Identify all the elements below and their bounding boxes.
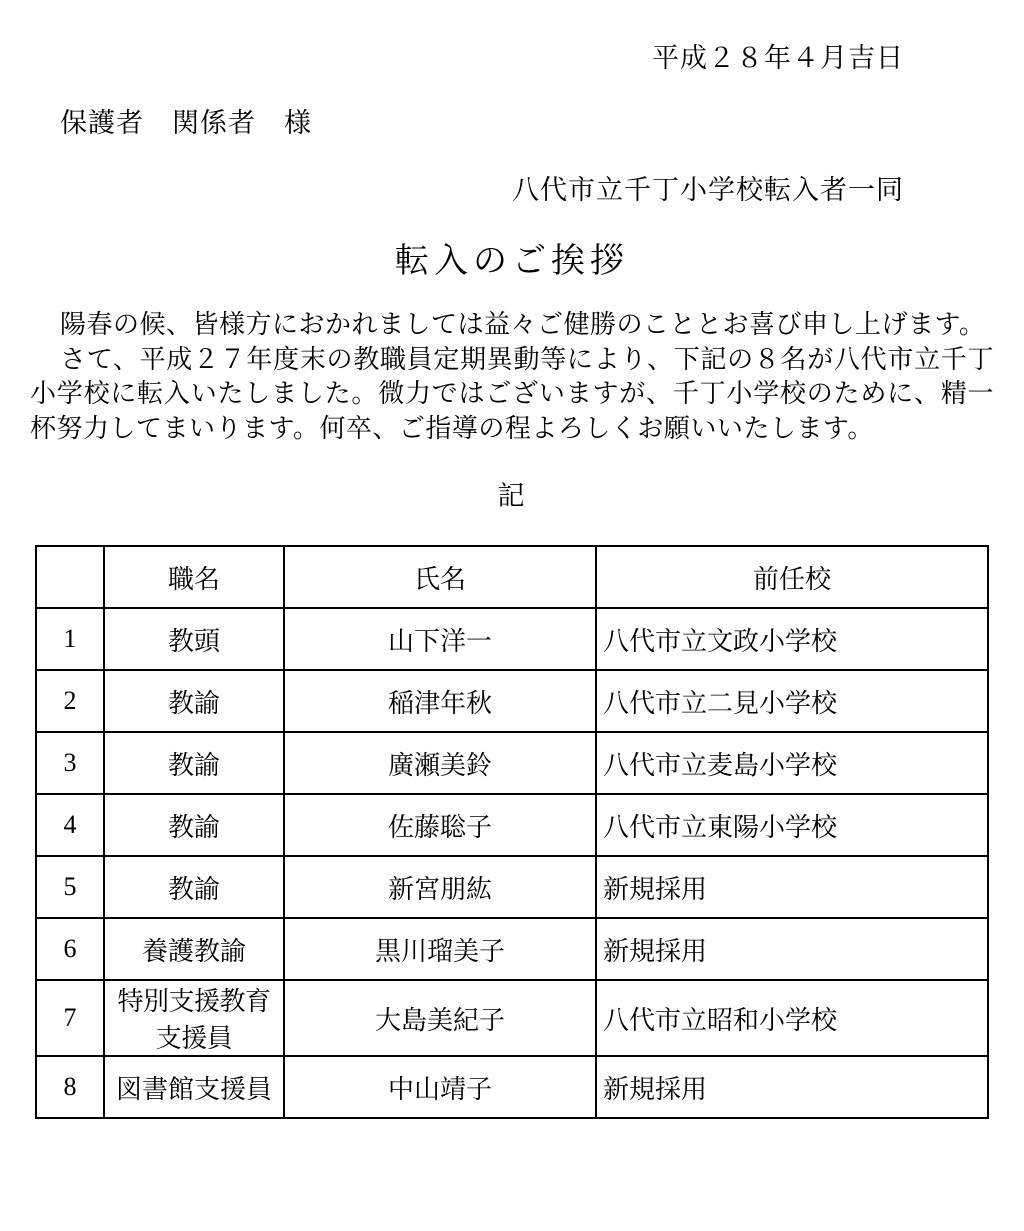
ki-marker: 記 xyxy=(497,481,527,512)
cell-previous-school: 八代市立東陽小学校 xyxy=(596,794,988,856)
table-row xyxy=(36,856,988,918)
body-paragraph-2: さて、平成２７年度末の教職員定期異動等により、下記の８名が八代市立千丁小学校に転入いたしました。微力ではございますが、千丁小学校のために、精一杯努力してまいります。何卒、ご指導の程よろしくお願いいたします。 xyxy=(30,344,994,443)
document-date: 平成２８年４月吉日 xyxy=(652,43,904,73)
cell-post: 養護教諭 xyxy=(104,918,284,980)
cell-post: 教諭 xyxy=(104,856,284,918)
table-row xyxy=(36,794,988,856)
cell-name: 廣瀬美鈴 xyxy=(284,732,596,794)
sender-line: 八代市立千丁小学校転入者一同 xyxy=(512,175,904,205)
cell-name: 佐藤聡子 xyxy=(284,794,596,856)
cell-post: 特別支援教育支援員 xyxy=(104,980,284,1056)
cell-post: 教諭 xyxy=(104,794,284,856)
cell-post: 教諭 xyxy=(104,732,284,794)
cell-post: 教諭 xyxy=(104,670,284,732)
cell-no: 7 xyxy=(36,980,104,1056)
cell-name: 山下洋一 xyxy=(284,608,596,670)
table-row xyxy=(36,732,988,794)
cell-name: 黒川瑠美子 xyxy=(284,918,596,980)
body-text xyxy=(30,282,994,446)
header-cell-no xyxy=(36,546,104,608)
cell-no: 3 xyxy=(36,732,104,794)
header-cell-previous-school: 前任校 xyxy=(596,546,988,608)
table-row xyxy=(36,608,988,670)
cell-previous-school: 八代市立二見小学校 xyxy=(596,670,988,732)
cell-previous-school: 新規採用 xyxy=(596,856,988,918)
table-header-row xyxy=(36,546,988,608)
body-paragraph-1: 陽春の候、皆様方におかれましては益々ご健勝のこととお喜び申し上げます。 xyxy=(60,310,986,339)
cell-previous-school: 新規採用 xyxy=(596,918,988,980)
cell-no: 1 xyxy=(36,608,104,670)
table-row xyxy=(36,1056,988,1118)
cell-name: 中山靖子 xyxy=(284,1056,596,1118)
cell-previous-school: 八代市立麦島小学校 xyxy=(596,732,988,794)
cell-post: 教頭 xyxy=(104,608,284,670)
cell-no: 5 xyxy=(36,856,104,918)
cell-no: 4 xyxy=(36,794,104,856)
cell-name: 稲津年秋 xyxy=(284,670,596,732)
table-row xyxy=(36,980,988,1056)
table-row xyxy=(36,918,988,980)
header-cell-name: 氏名 xyxy=(284,546,596,608)
cell-post: 図書館支援員 xyxy=(104,1056,284,1118)
cell-previous-school: 新規採用 xyxy=(596,1056,988,1118)
cell-no: 6 xyxy=(36,918,104,980)
table-row xyxy=(36,670,988,732)
cell-previous-school: 八代市立昭和小学校 xyxy=(596,980,988,1056)
cell-no: 8 xyxy=(36,1056,104,1118)
cell-previous-school: 八代市立文政小学校 xyxy=(596,608,988,670)
header-cell-post: 職名 xyxy=(104,546,284,608)
addressee-line: 保護者 関係者 様 xyxy=(60,108,312,138)
cell-name: 大島美紀子 xyxy=(284,980,596,1056)
page-title: 転入のご挨拶 xyxy=(395,243,629,280)
cell-no: 2 xyxy=(36,670,104,732)
transfer-roster-table xyxy=(35,545,989,1119)
cell-name: 新宮朋紘 xyxy=(284,856,596,918)
